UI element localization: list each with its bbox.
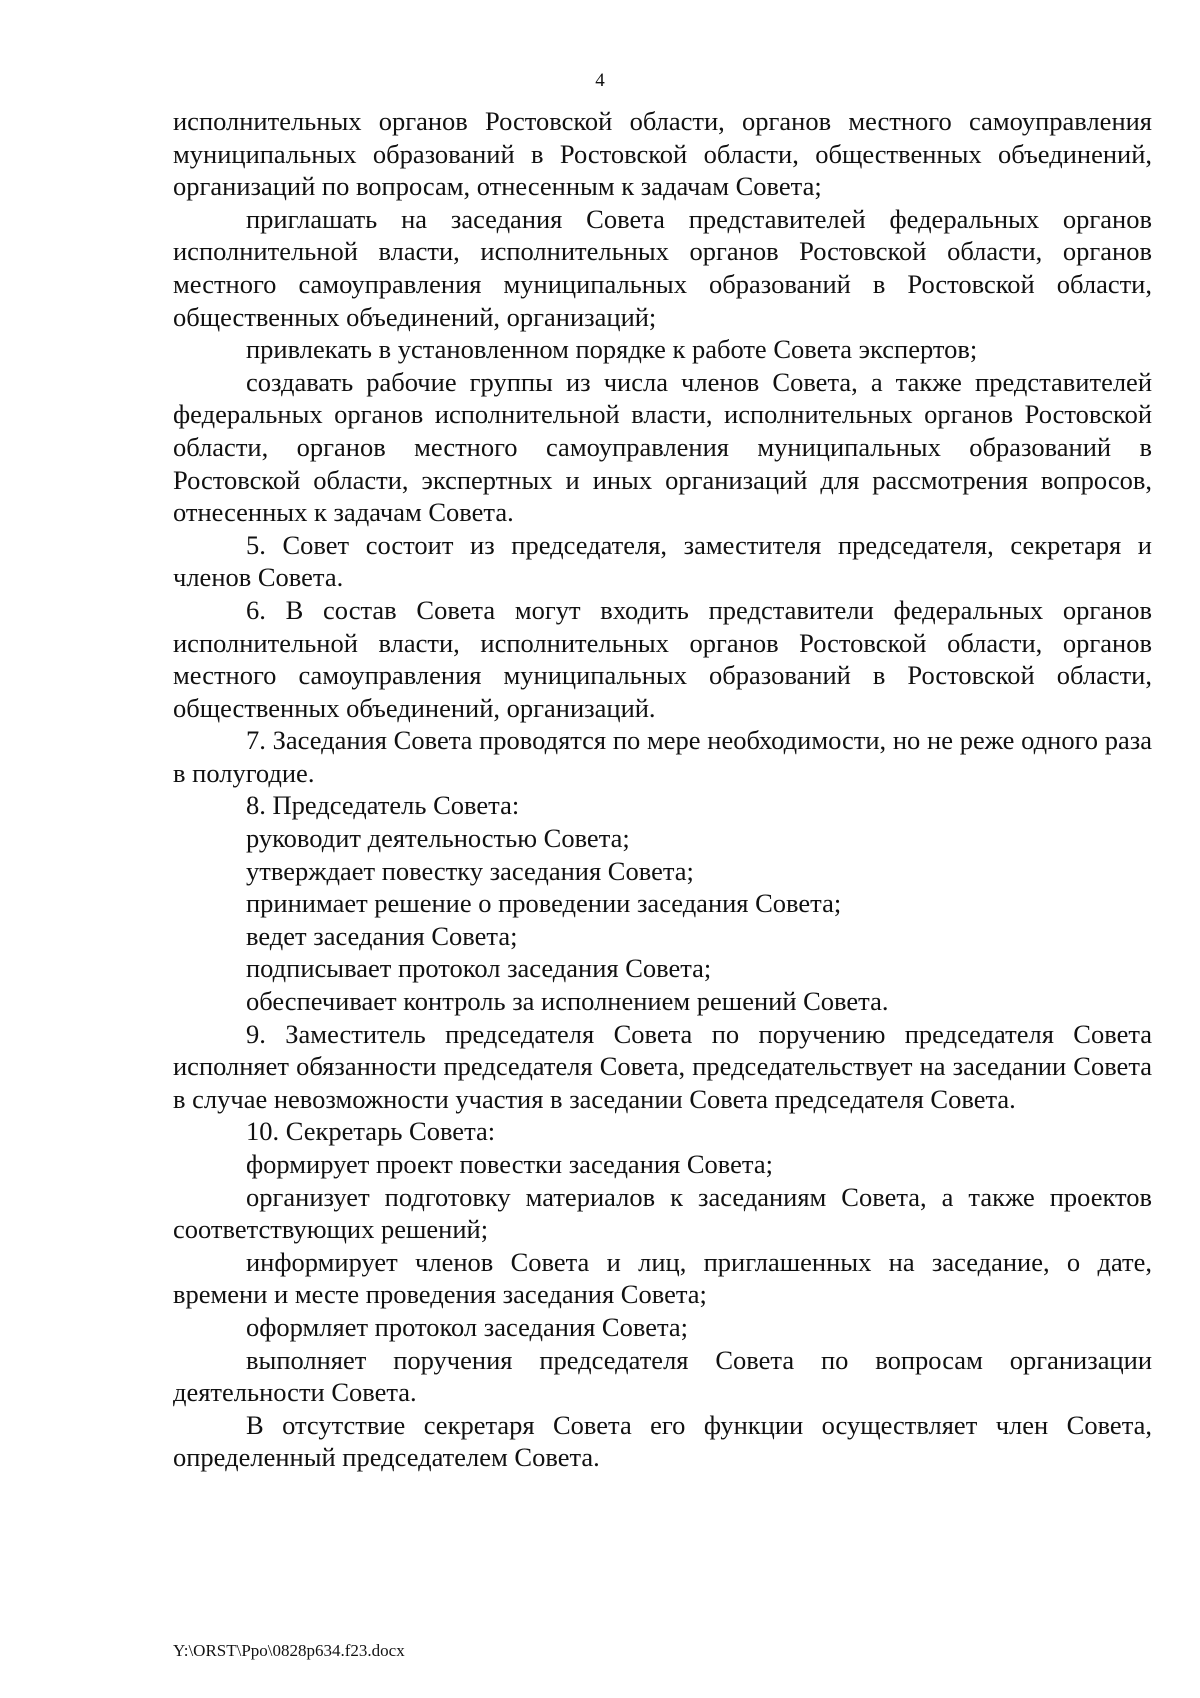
- paragraph-chair-duty-5: подписывает протокол заседания Совета;: [246, 953, 712, 984]
- footer-file-path: Y:\ORST\Ppo\0828p634.f23.docx: [173, 1641, 405, 1660]
- paragraph-chair-duty-3: принимает решение о проведении заседания Совета;: [246, 888, 842, 919]
- paragraph-create-working-groups: создавать рабочие группы из числа членов Совета, а также представителей федеральных органов исполнительной власти, исполнительных органов Ростовской области, органов местного самоуправления муниципальных образований в Ростовской области, экспертных и иных организаций для рассмотрения вопросов, отнесенных к задачам Совета.: [173, 366, 1152, 528]
- paragraph-item-5: 5. Совет состоит из председателя, заместителя председателя, секретаря и членов Совета.: [173, 529, 1152, 593]
- paragraph-secretary-duty-5: выполняет поручения председателя Совета по вопросам организации деятельности Совета.: [173, 1344, 1152, 1408]
- paragraph-item-9: 9. Заместитель председателя Совета по поручению председателя Совета исполняет обязанности председателя Совета, председательствует на заседании Совета в случае невозможности участия в заседании Совета председателя Совета.: [173, 1018, 1152, 1114]
- paragraph-invite-representatives: приглашать на заседания Совета представителей федеральных органов исполнительной власти, исполнительных органов Ростовской области, органов местного самоуправления муниципальных образований в Ростовской области, общественных объединений, организаций;: [173, 203, 1152, 332]
- paragraph-item-7: 7. Заседания Совета проводятся по мере необходимости, но не реже одного раза в полугодие.: [173, 725, 1152, 788]
- paragraph-item-8: 8. Председатель Совета:: [246, 790, 520, 821]
- paragraph-secretary-absence: В отсутствие секретаря Совета его функции осуществляет член Совета, определенный председателем Совета.: [173, 1409, 1152, 1473]
- paragraph-item-10: 10. Секретарь Совета:: [246, 1116, 496, 1147]
- paragraph-item-6: 6. В состав Совета могут входить представители федеральных органов исполнительной власти, исполнительных органов Ростовской области, органов местного самоуправления муниципальных образований в Ростовской области, общественных объединений, организаций.: [173, 594, 1152, 723]
- page-number: 4: [595, 70, 605, 91]
- paragraph-chair-duty-2: утверждает повестку заседания Совета;: [246, 855, 694, 886]
- paragraph-secretary-duty-1: формирует проект повестки заседания Совета;: [246, 1149, 773, 1179]
- document-body: [173, 105, 1152, 1474]
- paragraph-secretary-duty-3: информирует членов Совета и лиц, приглашенных на заседание, о дате, времени и месте проведения заседания Совета;: [173, 1246, 1152, 1310]
- paragraph-chair-duty-4: ведет заседания Совета;: [246, 920, 518, 951]
- paragraph-secretary-duty-4: оформляет протокол заседания Совета;: [246, 1311, 688, 1342]
- paragraph-continuation: исполнительных органов Ростовской области, органов местного самоуправления муниципальных образований в Ростовской области, общественных объединений, организаций по вопросам, отнесенным к задачам Совета;: [173, 106, 1152, 202]
- paragraph-involve-experts: привлекать в установленном порядке к работе Совета экспертов;: [246, 334, 978, 365]
- paragraph-chair-duty-1: руководит деятельностью Совета;: [246, 823, 630, 854]
- paragraph-chair-duty-6: обеспечивает контроль за исполнением решений Совета.: [246, 986, 889, 1017]
- paragraph-secretary-duty-2: организует подготовку материалов к заседаниям Совета, а также проектов соответствующих решений;: [173, 1181, 1152, 1245]
